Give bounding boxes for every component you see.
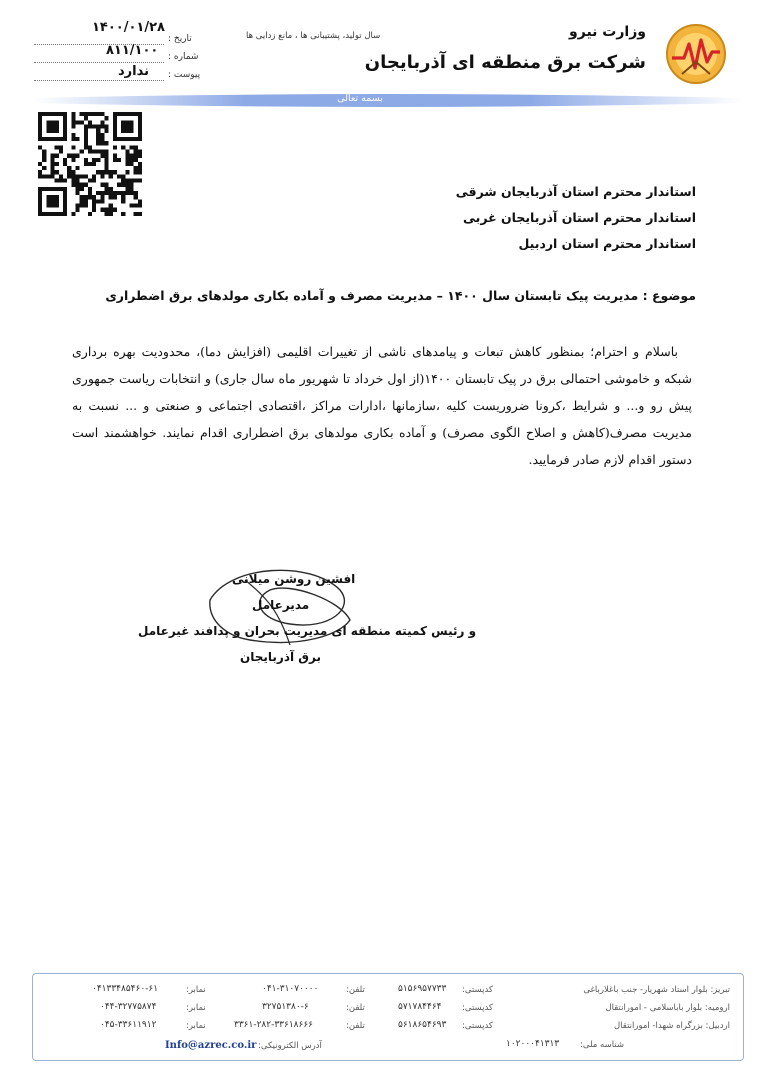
- postal-code: ۵۶۱۸۶۵۴۶۹۳: [398, 1020, 447, 1030]
- phone-label: تلفن:: [346, 1021, 365, 1031]
- fax-label: نمابر:: [186, 1003, 206, 1013]
- number-dotted-line: [34, 62, 164, 63]
- national-id: ۱۰۲۰۰۰۴۱۳۱۳: [506, 1039, 560, 1049]
- signatory-org: برق آذربایجان: [240, 650, 321, 664]
- fax-number: ۰۴۴-۳۲۷۷۵۸۷۴: [100, 1002, 157, 1012]
- signatory-title: مدیرعامل: [252, 598, 310, 612]
- date-value: ۱۴۰۰/۰۱/۲۸: [92, 20, 165, 35]
- qr-code-icon: [38, 112, 142, 216]
- recipient-east: استاندار محترم استان آذربایجان شرقی: [455, 184, 696, 199]
- year-slogan: سال تولید، پشتیبانی ها ، مانع زدایی ها: [246, 31, 381, 41]
- phone-number: ۳۳۶۱-۲۸۲-۳۳۶۱۸۶۶۶: [234, 1020, 314, 1030]
- fax-number: ۰۴۵-۳۳۶۱۱۹۱۲: [100, 1020, 157, 1030]
- email-link[interactable]: Info@azrec.co.ir: [165, 1040, 257, 1051]
- fax-number: ۰۴۱۳۳۴۸۵۴۶۰-۶۱: [92, 984, 159, 994]
- company-name: شرکت برق منطقه ای آذربایجان: [364, 52, 646, 73]
- company-logo-icon: [664, 22, 728, 86]
- bismillah-label: بسمه تعالی: [337, 93, 383, 104]
- ministry-name: وزارت نیرو: [569, 24, 646, 40]
- address-tabriz: تبریز: بلوار استاد شهریار- جنب باغلارباغی: [583, 985, 730, 995]
- letter-body: [72, 338, 692, 473]
- number-label: شماره :: [168, 52, 199, 62]
- fax-label: نمابر:: [186, 985, 206, 995]
- address-urmia: ارومیه: بلوار باباسلامی - امورانتقال: [605, 1003, 730, 1013]
- postal-code: ۵۱۵۶۹۵۷۷۳۳: [398, 984, 447, 994]
- phone-label: تلفن:: [346, 1003, 365, 1013]
- national-id-label: شناسه ملی:: [580, 1040, 624, 1050]
- postal-label: کدپستی:: [462, 1021, 493, 1031]
- recipient-west: استاندار محترم استان آذربایجان غربی: [462, 210, 696, 225]
- fax-label: نمابر:: [186, 1021, 206, 1031]
- letter-body-paragraph: باسلام و احترام؛ بمنظور کاهش تبعات و پیامدهای ناشی از تغییرات اقلیمی (افزایش دما)، محدودیت بهره برداری شبکه و خاموشی احتمالی برق در پیک تابستان ۱۴۰۰(از اول خرداد تا شهریور ماه سال جاری) و انتخابات ریاست جمهوری پیش رو و... و شرایط ،کرونا ضروریست کلیه ،سازمانها ،ادارات مراکز ،اقتصادی اجتماعی و صنعتی و ... نسبت به مدیریت مصرف(کاهش و اصلاح الگوی مصرف) و آماده بکاری مولدهای برق اضطراری اقدام نمایند. خواهشمند است دستور اقدام لازم صادر فرمایید.: [72, 344, 692, 467]
- email-label: آدرس الکترونیکی:: [258, 1041, 322, 1051]
- address-ardabil: اردبیل: بزرگراه شهدا- امورانتقال: [614, 1021, 730, 1031]
- number-value: ۸۱۱/۱۰۰: [106, 43, 159, 58]
- phone-number: ۳۲۷۵۱۳۸۰-۶: [262, 1002, 309, 1012]
- attachment-label: پیوست :: [168, 70, 201, 80]
- postal-code: ۵۷۱۷۸۴۴۶۴: [398, 1002, 442, 1012]
- recipient-ardabil: استاندار محترم استان اردبیل: [518, 236, 696, 251]
- phone-label: تلفن:: [346, 985, 365, 995]
- signatory-role: و رئیس کمیته منطقه ای مدیریت بحران و پدافند غیرعامل: [138, 624, 477, 638]
- letter-subject: موضوع : مدیریت پیک تابستان سال ۱۴۰۰ – مدیریت مصرف و آماده بکاری مولدهای برق اضطراری: [105, 288, 696, 303]
- attachment-value: ندارد: [118, 64, 150, 79]
- postal-label: کدپستی:: [462, 1003, 493, 1013]
- attachment-dotted-line: [34, 80, 164, 81]
- signatory-name: افشین روشن میلانی: [232, 572, 356, 586]
- date-label: تاریخ :: [168, 34, 192, 44]
- postal-label: کدپستی:: [462, 985, 493, 995]
- phone-number: ۰۴۱-۳۱۰۷۰۰۰۰: [262, 984, 319, 994]
